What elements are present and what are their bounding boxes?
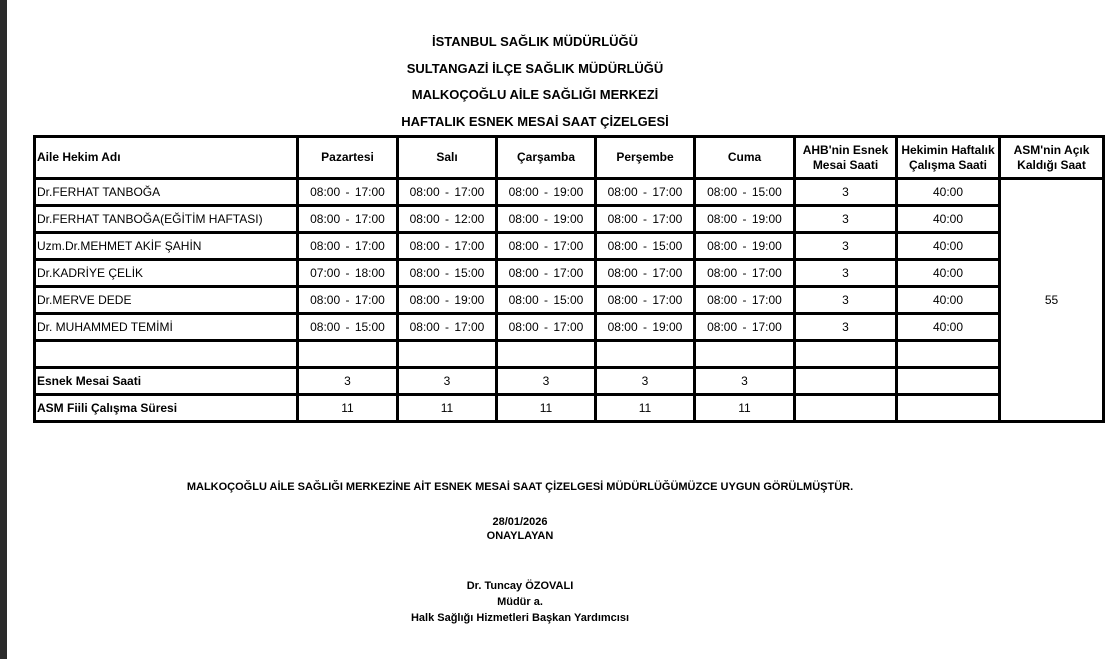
flex-hours: 3 [795, 314, 897, 341]
friday-hours: 08:00 - 17:00 [695, 287, 795, 314]
approval-block [0, 515, 1040, 543]
weekly-hours: 40:00 [897, 260, 1000, 287]
flex-summary-friday: 3 [695, 368, 795, 395]
flex-hours: 3 [795, 260, 897, 287]
monday-hours: 07:00 - 18:00 [298, 260, 398, 287]
wednesday-hours: 08:00 - 17:00 [497, 314, 596, 341]
empty-cell [398, 341, 497, 368]
table-header-row [35, 137, 1104, 179]
thursday-hours: 08:00 - 15:00 [596, 233, 695, 260]
col-header-name: Aile Hekim Adı [35, 137, 298, 179]
tuesday-hours: 08:00 - 17:00 [398, 233, 497, 260]
wednesday-hours: 08:00 - 17:00 [497, 233, 596, 260]
weekly-hours: 40:00 [897, 233, 1000, 260]
empty-cell [795, 341, 897, 368]
tuesday-hours: 08:00 - 17:00 [398, 179, 497, 206]
table-row [35, 206, 1104, 233]
actual-hours-wednesday: 11 [497, 395, 596, 422]
doctor-name: Dr.FERHAT TANBOĞA [35, 179, 298, 206]
wednesday-hours: 08:00 - 19:00 [497, 179, 596, 206]
weekly-hours: 40:00 [897, 179, 1000, 206]
flex-summary-thursday: 3 [596, 368, 695, 395]
table-row [35, 179, 1104, 206]
col-header-open-hours: ASM'nin Açık Kaldığı Saat [1000, 137, 1104, 179]
table-row [35, 260, 1104, 287]
thursday-hours: 08:00 - 17:00 [596, 260, 695, 287]
friday-hours: 08:00 - 19:00 [695, 233, 795, 260]
friday-hours: 08:00 - 19:00 [695, 206, 795, 233]
tuesday-hours: 08:00 - 15:00 [398, 260, 497, 287]
actual-hours-monday: 11 [298, 395, 398, 422]
doctor-name: Dr.FERHAT TANBOĞA(EĞİTİM HAFTASI) [35, 206, 298, 233]
signer-title: Halk Sağlığı Hizmetleri Başkan Yardımcısı [410, 612, 630, 624]
tuesday-hours: 08:00 - 17:00 [398, 314, 497, 341]
monday-hours: 08:00 - 15:00 [298, 314, 398, 341]
flex-hours: 3 [795, 287, 897, 314]
col-header-friday: Cuma [695, 137, 795, 179]
doctor-name: Dr.MERVE DEDE [35, 287, 298, 314]
tuesday-hours: 08:00 - 19:00 [398, 287, 497, 314]
empty-cell [695, 341, 795, 368]
flex-summary-monday: 3 [298, 368, 398, 395]
col-header-wednesday: Çarşamba [497, 137, 596, 179]
flex-summary-label: Esnek Mesai Saati [35, 368, 298, 395]
flex-summary-tuesday: 3 [398, 368, 497, 395]
actual-hours-row [35, 395, 1104, 422]
col-header-tuesday: Salı [398, 137, 497, 179]
thursday-hours: 08:00 - 17:00 [596, 287, 695, 314]
empty-cell [897, 395, 1000, 422]
empty-cell [35, 341, 298, 368]
col-header-weekly-hours: Hekimin Haftalık Çalışma Saati [897, 137, 1000, 179]
friday-hours: 08:00 - 15:00 [695, 179, 795, 206]
weekly-hours: 40:00 [897, 206, 1000, 233]
empty-cell [897, 341, 1000, 368]
approved-by-label: ONAYLAYAN [486, 530, 554, 542]
header-line-center: MALKOÇOĞLU AİLE SAĞLIĞI MERKEZİ [411, 87, 659, 102]
signer-role: Müdür a. [497, 596, 543, 608]
flex-hours: 3 [795, 179, 897, 206]
doctor-name: Dr.KADRİYE ÇELİK [35, 260, 298, 287]
flex-summary-wednesday: 3 [497, 368, 596, 395]
table-row [35, 314, 1104, 341]
open-hours-cell: 55 [1000, 179, 1104, 422]
monday-hours: 08:00 - 17:00 [298, 233, 398, 260]
header-line-district: SULTANGAZİ İLÇE SAĞLIK MÜDÜRLÜĞÜ [406, 60, 664, 76]
signer-name: Dr. Tuncay ÖZOVALI [466, 580, 574, 592]
document-title: HAFTALIK ESNEK MESAİ SAAT ÇİZELGESİ [401, 113, 669, 129]
friday-hours: 08:00 - 17:00 [695, 314, 795, 341]
signature-block [0, 578, 1040, 626]
approval-note: MALKOÇOĞLU AİLE SAĞLIĞI MERKEZİNE AİT ESNEK MESAİ SAAT ÇİZELGESİ MÜDÜRLÜĞÜMÜZCE UYGUN GÖRÜLMÜŞTÜR. [186, 481, 854, 493]
header-line-province: İSTANBUL SAĞLIK MÜDÜRLÜĞÜ [431, 34, 639, 49]
monday-hours: 08:00 - 17:00 [298, 206, 398, 233]
thursday-hours: 08:00 - 19:00 [596, 314, 695, 341]
flex-hours: 3 [795, 233, 897, 260]
wednesday-hours: 08:00 - 19:00 [497, 206, 596, 233]
wednesday-hours: 08:00 - 15:00 [497, 287, 596, 314]
empty-cell [897, 368, 1000, 395]
empty-cell [596, 341, 695, 368]
actual-hours-label: ASM Fiili Çalışma Süresi [35, 395, 298, 422]
col-header-monday: Pazartesi [298, 137, 398, 179]
document-header [0, 33, 1070, 139]
doctor-name: Dr. MUHAMMED TEMİMİ [35, 314, 298, 341]
monday-hours: 08:00 - 17:00 [298, 287, 398, 314]
empty-cell [795, 368, 897, 395]
empty-cell [298, 341, 398, 368]
approval-date: 28/01/2026 [492, 516, 548, 528]
thursday-hours: 08:00 - 17:00 [596, 206, 695, 233]
empty-row [35, 341, 1104, 368]
friday-hours: 08:00 - 17:00 [695, 260, 795, 287]
actual-hours-thursday: 11 [596, 395, 695, 422]
actual-hours-friday: 11 [695, 395, 795, 422]
weekly-hours: 40:00 [897, 314, 1000, 341]
empty-cell [795, 395, 897, 422]
weekly-hours: 40:00 [897, 287, 1000, 314]
flex-hours: 3 [795, 206, 897, 233]
flex-summary-row [35, 368, 1104, 395]
table-row [35, 233, 1104, 260]
monday-hours: 08:00 - 17:00 [298, 179, 398, 206]
table-row [35, 287, 1104, 314]
actual-hours-tuesday: 11 [398, 395, 497, 422]
schedule-table [33, 135, 1105, 423]
tuesday-hours: 08:00 - 12:00 [398, 206, 497, 233]
col-header-thursday: Perşembe [596, 137, 695, 179]
thursday-hours: 08:00 - 17:00 [596, 179, 695, 206]
col-header-flex-hours: AHB'nin Esnek Mesai Saati [795, 137, 897, 179]
doctor-name: Uzm.Dr.MEHMET AKİF ŞAHİN [35, 233, 298, 260]
empty-cell [497, 341, 596, 368]
wednesday-hours: 08:00 - 17:00 [497, 260, 596, 287]
